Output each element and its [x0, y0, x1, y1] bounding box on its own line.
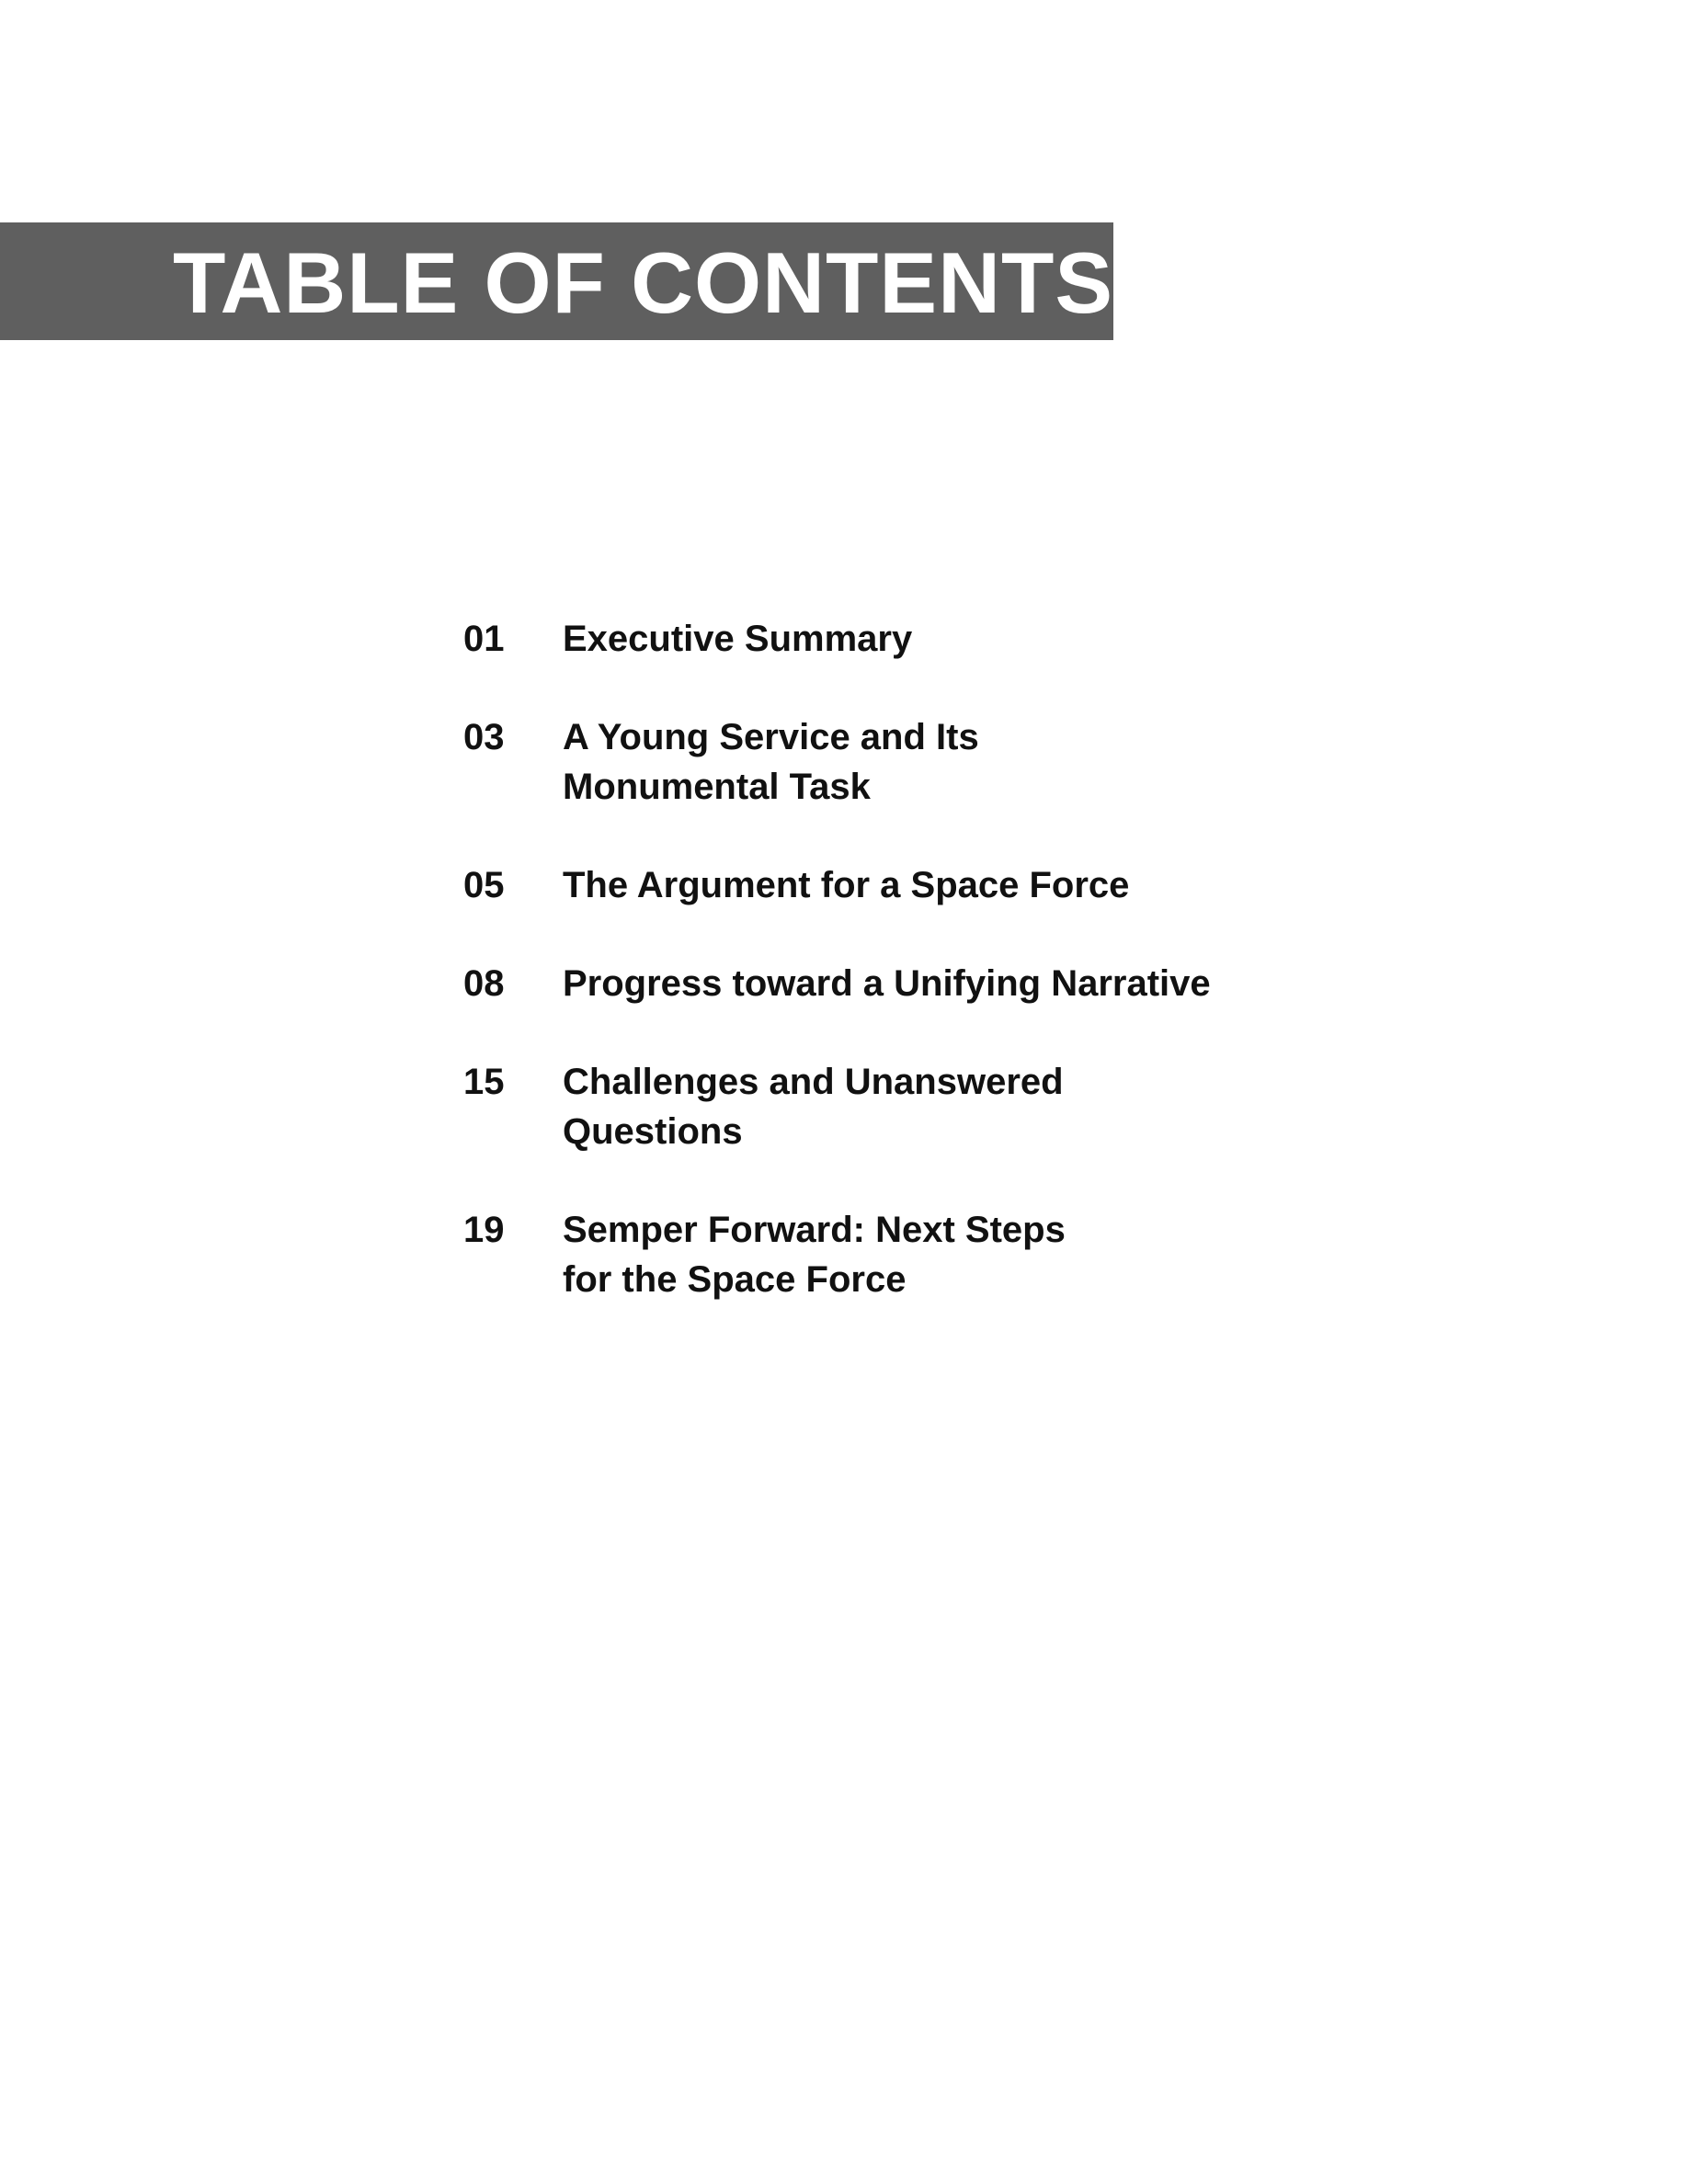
toc-entry[interactable] [463, 712, 1383, 812]
toc-entry-title: Semper Forward: Next Steps for the Space Force [563, 1210, 1066, 1300]
toc-entry[interactable] [463, 614, 1383, 664]
toc-entry-title: Progress toward a Unifying Narrative [563, 963, 1211, 1004]
toc-entry-title: Challenges and Unanswered Questions [563, 1062, 1064, 1152]
toc-page-number: 01 [463, 619, 505, 659]
table-of-contents-list [463, 614, 1383, 1353]
toc-page-number: 19 [463, 1210, 505, 1250]
toc-entry-title: Executive Summary [563, 619, 913, 659]
toc-entry[interactable] [463, 860, 1383, 910]
toc-page-number: 03 [463, 717, 505, 757]
toc-page-number: 15 [463, 1062, 505, 1102]
toc-entry-title: The Argument for a Space Force [563, 865, 1130, 905]
toc-page-number: 08 [463, 963, 505, 1004]
toc-page-number: 05 [463, 865, 505, 905]
toc-entry-title: A Young Service and Its Monumental Task [563, 717, 979, 807]
toc-entry[interactable] [463, 1205, 1383, 1304]
page-title: TABLE OF CONTENTS [173, 234, 1114, 331]
toc-entry[interactable] [463, 959, 1383, 1008]
toc-entry[interactable] [463, 1057, 1383, 1156]
